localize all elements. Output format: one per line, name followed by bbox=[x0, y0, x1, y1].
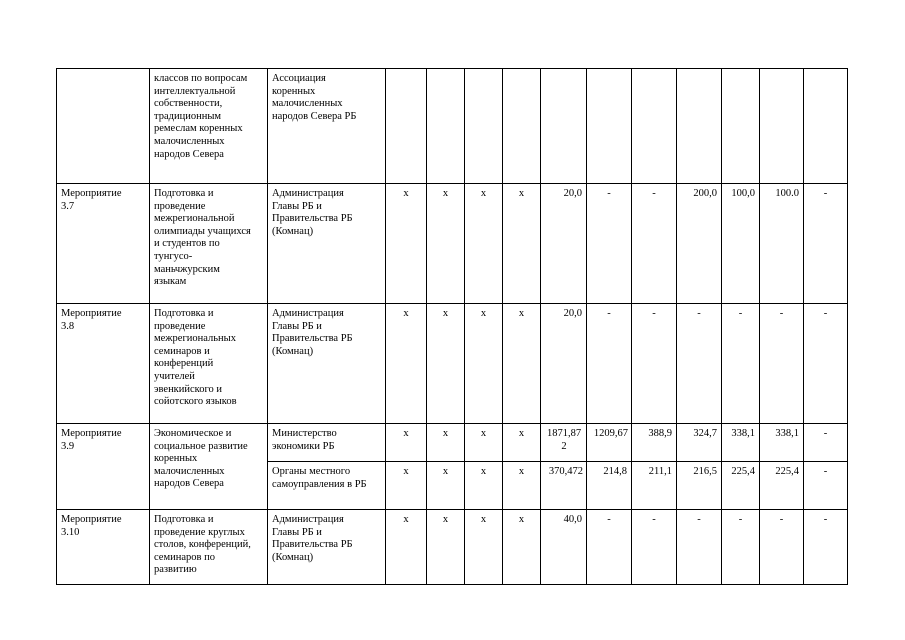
value-cell: 338,1 bbox=[760, 424, 804, 462]
value-cell: - bbox=[760, 304, 804, 424]
table-row bbox=[57, 424, 848, 462]
program-table bbox=[56, 68, 848, 585]
value-cell bbox=[465, 69, 503, 184]
value-cell: х bbox=[386, 424, 427, 462]
value-cell bbox=[427, 69, 465, 184]
value-cell: х bbox=[503, 462, 541, 510]
value-cell: 214,8 bbox=[587, 462, 632, 510]
value-cell: - bbox=[760, 510, 804, 585]
value-cell bbox=[632, 69, 677, 184]
value-cell: х bbox=[427, 184, 465, 304]
value-cell: х bbox=[465, 424, 503, 462]
value-cell: - bbox=[804, 510, 848, 585]
event-cell: Мероприятие 3.8 bbox=[57, 304, 150, 424]
value-cell: - bbox=[722, 510, 760, 585]
value-cell bbox=[677, 69, 722, 184]
event-name-cell: классов по вопросам интеллектуальной собственности, традиционным ремеслам коренных малочисленных народов Севера bbox=[150, 69, 268, 184]
value-cell: - bbox=[632, 304, 677, 424]
event-cell: Мероприятие 3.9 bbox=[57, 424, 150, 510]
value-cell: 20,0 bbox=[541, 184, 587, 304]
value-cell: 100.0 bbox=[760, 184, 804, 304]
value-cell: 370,472 bbox=[541, 462, 587, 510]
value-cell bbox=[503, 69, 541, 184]
value-cell: 338,1 bbox=[722, 424, 760, 462]
value-cell: - bbox=[677, 510, 722, 585]
value-cell: 225,4 bbox=[722, 462, 760, 510]
value-cell: х bbox=[503, 184, 541, 304]
executor-cell: Администрация Главы РБ и Правительства РБ (Комнац) bbox=[268, 510, 386, 585]
value-cell bbox=[722, 69, 760, 184]
executor-cell: Администрация Главы РБ и Правительства РБ (Комнац) bbox=[268, 304, 386, 424]
executor-cell: Органы местного самоуправления в РБ bbox=[268, 462, 386, 510]
value-cell: х bbox=[503, 304, 541, 424]
value-cell: х bbox=[386, 510, 427, 585]
value-cell: 324,7 bbox=[677, 424, 722, 462]
event-name-cell: Подготовка и проведение межрегиональной олимпиады учащихся и студентов по тунгусо- маньчжурским языкам bbox=[150, 184, 268, 304]
value-cell: 40,0 bbox=[541, 510, 587, 585]
value-cell: - bbox=[632, 510, 677, 585]
table-row bbox=[57, 184, 848, 304]
value-cell: 225,4 bbox=[760, 462, 804, 510]
value-cell bbox=[587, 69, 632, 184]
value-cell: х bbox=[427, 510, 465, 585]
value-cell: х bbox=[465, 184, 503, 304]
value-cell: х bbox=[386, 462, 427, 510]
event-cell: Мероприятие 3.10 bbox=[57, 510, 150, 585]
value-cell: 200,0 bbox=[677, 184, 722, 304]
executor-cell: Министерство экономики РБ bbox=[268, 424, 386, 462]
value-cell: - bbox=[632, 184, 677, 304]
value-cell: - bbox=[804, 184, 848, 304]
value-cell bbox=[760, 69, 804, 184]
value-cell: х bbox=[465, 510, 503, 585]
value-cell: х bbox=[503, 510, 541, 585]
event-cell bbox=[57, 69, 150, 184]
value-cell: - bbox=[804, 424, 848, 462]
value-cell: - bbox=[722, 304, 760, 424]
value-cell: 100,0 bbox=[722, 184, 760, 304]
executor-cell: Администрация Главы РБ и Правительства РБ (Комнац) bbox=[268, 184, 386, 304]
value-cell: х bbox=[465, 462, 503, 510]
value-cell: - bbox=[587, 184, 632, 304]
value-cell: х bbox=[427, 462, 465, 510]
value-cell: 1209,67 bbox=[587, 424, 632, 462]
value-cell: - bbox=[804, 462, 848, 510]
value-cell: - bbox=[677, 304, 722, 424]
value-cell: 20,0 bbox=[541, 304, 587, 424]
value-cell: 211,1 bbox=[632, 462, 677, 510]
value-cell: 388,9 bbox=[632, 424, 677, 462]
value-cell: х bbox=[427, 304, 465, 424]
value-cell: - bbox=[587, 510, 632, 585]
value-cell: х bbox=[386, 304, 427, 424]
value-cell: - bbox=[804, 304, 848, 424]
value-cell bbox=[541, 69, 587, 184]
value-cell: х bbox=[386, 184, 427, 304]
value-cell bbox=[804, 69, 848, 184]
value-cell: х bbox=[427, 424, 465, 462]
value-cell: - bbox=[587, 304, 632, 424]
event-cell: Мероприятие 3.7 bbox=[57, 184, 150, 304]
event-name-cell: Экономическое и социальное развитие коренных малочисленных народов Севера bbox=[150, 424, 268, 510]
table-row bbox=[57, 510, 848, 585]
event-name-cell: Подготовка и проведение круглых столов, конференций, семинаров по развитию bbox=[150, 510, 268, 585]
value-cell: х bbox=[465, 304, 503, 424]
table-row bbox=[57, 304, 848, 424]
executor-cell: Ассоциация коренных малочисленных народов Севера РБ bbox=[268, 69, 386, 184]
table-row bbox=[57, 69, 848, 184]
value-cell: 216,5 bbox=[677, 462, 722, 510]
value-cell: 1871,87 2 bbox=[541, 424, 587, 462]
event-name-cell: Подготовка и проведение межрегиональных семинаров и конференций учителей эвенкийского и сойотского языков bbox=[150, 304, 268, 424]
value-cell bbox=[386, 69, 427, 184]
value-cell: х bbox=[503, 424, 541, 462]
